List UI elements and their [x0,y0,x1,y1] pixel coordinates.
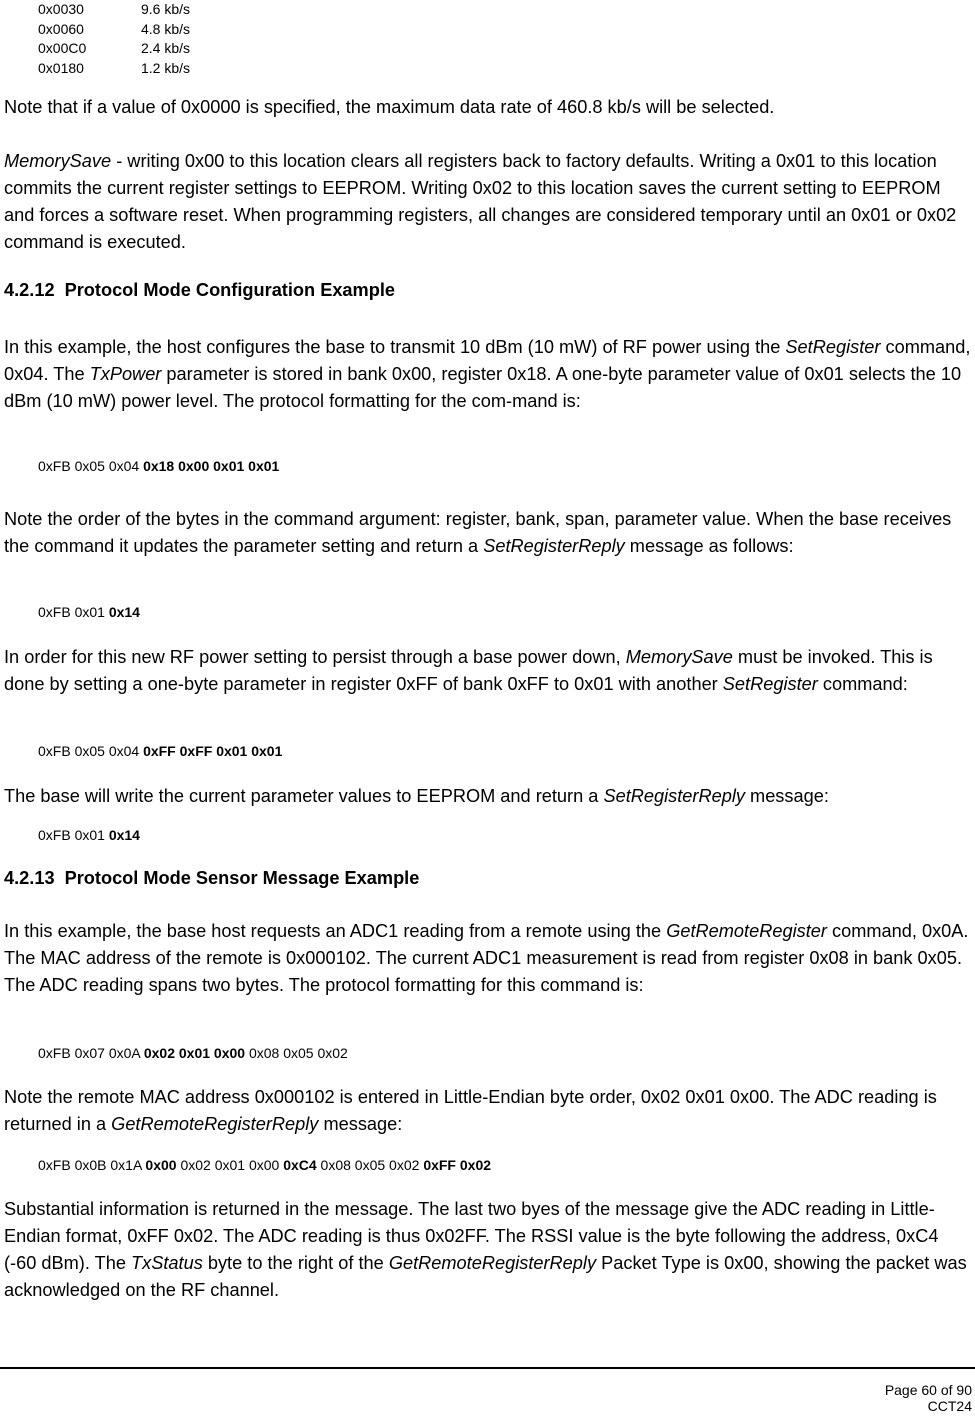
text-run: In this example, the host configures the base to transmit 10 dBm (10 mW) of RF power using the [4,337,786,357]
persist-paragraph [4,644,972,698]
command-name: MemorySave [625,647,733,667]
parameter-name: TxPower [89,364,162,384]
message-name: SetRegisterReply [483,536,625,556]
code-bold: 0xFF 0x02 [423,1157,492,1173]
text-run: Note the remote MAC address 0x000102 is entered in Little-Endian byte order, 0x02 0x01 0x00. The ADC reading is returned in a [4,1087,937,1134]
memorysave-description: - writing 0x00 to this location clears all registers back to factory defaults. Writing a 0x01 to this location commits the current register settings to EEPROM. Writing 0x02 to this location saves the current setting to EEPROM and forces a software reset. When programming registers, all changes are considered temporary until an 0x01 or 0x02 command is executed. [4,151,957,252]
code-bold: 0x00 [145,1157,177,1173]
register-value: 0x0060 [38,20,84,37]
max-rate-note: Note that if a value of 0x0000 is specified, the maximum data rate of 460.8 kb/s will be selected. [4,97,775,117]
register-value: 0x0030 [38,1,84,17]
text-run: command: [817,674,908,694]
sensor-intro-paragraph [4,918,972,999]
memorysave-command-code [38,742,282,760]
text-run: In order for this new RF power setting to persist through a base power down, [4,647,626,667]
code-bold: 0x14 [108,604,140,620]
text-run: command, 0x0A. The MAC address of the remote is 0x000102. The current ADC1 measurement is read from register 0x08 in bank 0x05. The ADC reading spans two bytes. The protocol formatting for this command is: [4,921,969,995]
code-plain: 0x02 0x01 0x00 [176,1157,284,1173]
data-rate: 9.6 kb/s [141,1,191,17]
section-heading-4-2-13 [4,868,419,889]
footer-divider [0,1367,975,1369]
config-intro-paragraph [4,334,972,415]
setregister-command-code [38,457,279,475]
adc-reading-paragraph [4,1196,972,1304]
text-run: byte to the right of the [202,1253,389,1273]
command-name: SetRegister [785,337,881,357]
field-name: TxStatus [131,1253,203,1273]
code-bold: 0xFF 0xFF 0x01 0x01 [143,743,283,759]
message-name: SetRegisterReply [603,786,745,806]
text-run: Note the order of the bytes in the command argument: register, bank, span, parameter value. When the base receives the command it updates the parameter setting and return a [4,509,952,556]
code-plain: 0xFB 0x01 [38,827,109,843]
text-run: message: [318,1114,403,1134]
code-bold: 0x18 0x00 0x01 0x01 [143,458,280,474]
code-plain: 0xFB 0x0B 0x1A [38,1157,146,1173]
code-plain: 0xFB 0x07 0x0A [38,1045,144,1061]
data-rate: 4.8 kb/s [141,20,191,37]
code-plain: 0x08 0x05 0x02 [316,1157,424,1173]
page-number: Page 60 of 90 [884,1382,972,1398]
table-row [38,59,190,79]
text-run: Packet Type is 0x00, showing the packet was acknowledged on the RF channel. [4,1253,967,1300]
data-rate-table [38,0,190,78]
document-id: CCT24 [927,1398,972,1414]
text-run: In this example, the base host requests an ADC1 reading from a remote using the [4,921,667,941]
data-rate: 1.2 kb/s [141,59,191,76]
section-number: 4.2.13 [4,868,55,888]
command-name: GetRemoteRegister [666,921,827,941]
byte-order-paragraph [4,506,972,560]
code-bold: 0xC4 [283,1157,317,1173]
code-plain: 0xFB 0x05 0x04 [38,743,144,759]
eeprom-write-paragraph [4,783,972,810]
text-run: The base will write the current parameter values to EEPROM and return a [4,786,604,806]
memorysave-term: MemorySave [4,151,112,171]
section-heading-4-2-12 [4,280,395,301]
code-bold: 0x02 0x01 0x00 [143,1045,246,1061]
table-row [38,20,190,40]
table-row [38,0,190,20]
message-name: GetRemoteRegisterReply [111,1114,319,1134]
text-run: Substantial information is returned in the message. The last two byes of the message give the ADC reading in Little-Endian format, 0xFF 0x02. The ADC reading is thus 0x02FF. The RSSI value is the byte following the address, 0xC4 (-60 dBm). The [4,1199,939,1273]
code-plain: 0x08 0x05 0x02 [245,1045,348,1061]
text-run: must be invoked. This is done by setting a one-byte parameter in register 0xFF of bank 0xFF to 0x01 with another [4,647,933,694]
page-footer [885,1382,972,1414]
getremoteregister-reply-code [38,1156,491,1174]
message-name: GetRemoteRegisterReply [388,1253,597,1273]
register-value: 0x0180 [38,59,84,76]
text-run: message as follows: [624,536,794,556]
section-number: 4.2.12 [4,280,55,300]
code-bold: 0x14 [108,827,140,843]
code-plain: 0xFB 0x01 [38,604,109,620]
data-rate: 2.4 kb/s [141,40,191,56]
getremoteregister-command-code [38,1044,348,1062]
text-run: parameter is stored in bank 0x00, register 0x18. A one-byte parameter value of 0x01 selects the 10 dBm (10 mW) power level. The protocol formatting for the com-mand is: [4,364,962,411]
text-run: command, 0x04. The [4,337,971,384]
command-name: SetRegister [722,674,818,694]
table-row [38,39,190,59]
memorysave-paragraph [4,148,972,256]
mac-address-paragraph [4,1084,972,1138]
section-title: Protocol Mode Configuration Example [64,280,395,300]
code-plain: 0xFB 0x05 0x04 [38,458,144,474]
register-value: 0x00C0 [38,40,87,56]
text-run: message: [744,786,829,806]
section-title: Protocol Mode Sensor Message Example [64,868,420,888]
setregister-reply-code [38,603,140,621]
memorysave-reply-code [38,826,140,844]
